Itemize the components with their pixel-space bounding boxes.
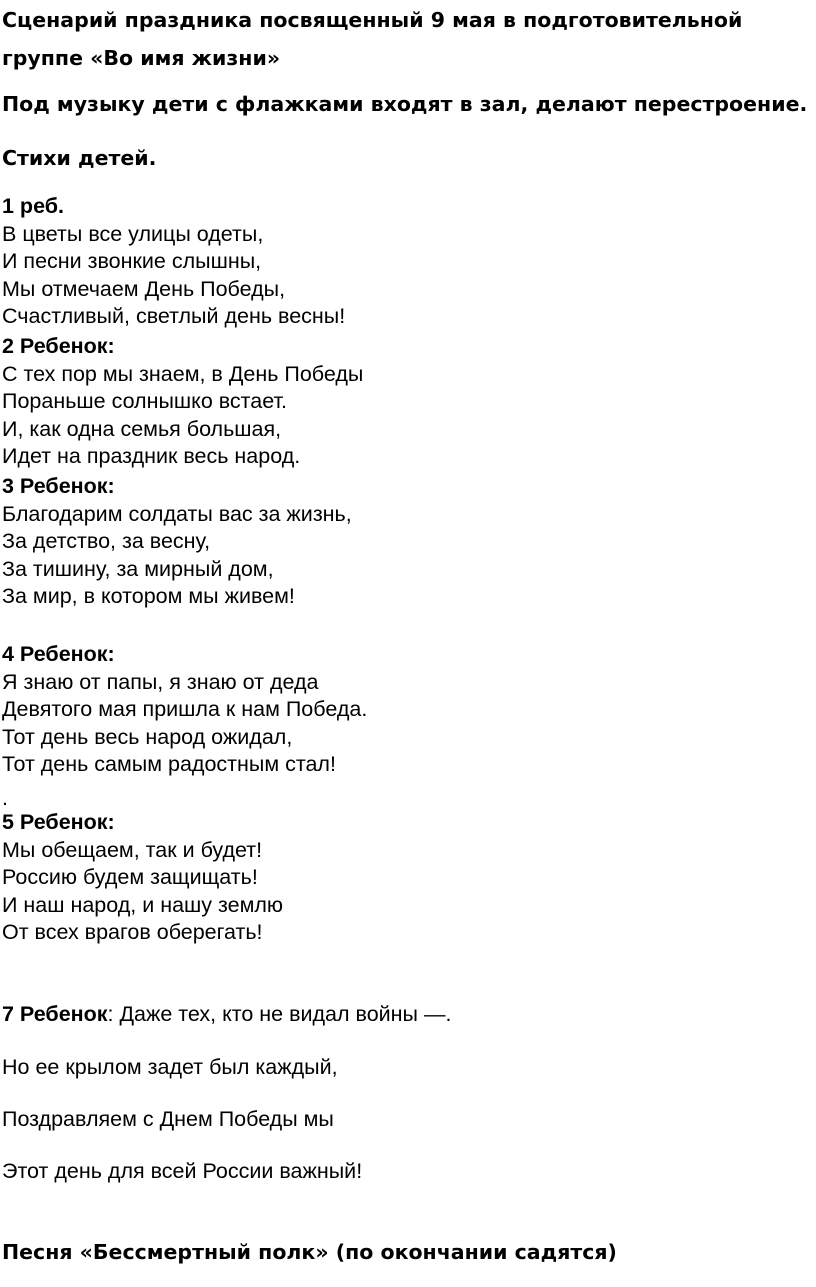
poem-line: За мир, в котором мы живем! <box>2 584 295 608</box>
poem-line: : Даже тех, кто не видал войны —. <box>107 1002 452 1026</box>
document-title-line-2: группе «Во имя жизни» <box>2 46 281 70</box>
poem-line: Девятого мая пришла к нам Победа. <box>2 697 368 721</box>
poem-line: За детство, за весну, <box>2 529 211 553</box>
poem-line: И, как одна семья большая, <box>2 416 282 441</box>
speaker-label: 5 Ребенок: <box>2 810 115 834</box>
poem-line: Россию будем защищать! <box>2 865 258 889</box>
poem-line: С тех пор мы знаем, в День Победы <box>2 361 364 386</box>
poem-block-5 <box>2 809 283 947</box>
poem-block-1 <box>2 193 345 331</box>
speaker-label: 3 Ребенок: <box>2 474 115 498</box>
poem-line: Тот день самым радостным стал! <box>2 752 336 776</box>
child-7-first-line <box>2 1001 451 1029</box>
poem-line: Поздравляем с Днем Победы мы <box>2 1107 334 1131</box>
speaker-label: 2 Ребенок: <box>2 334 115 358</box>
poems-heading: Стихи детей. <box>2 146 157 170</box>
speaker-label: 1 реб. <box>2 194 64 218</box>
poem-line: Идет на праздник весь народ. <box>2 444 301 468</box>
poem-line: Этот день для всей России важный! <box>2 1159 363 1183</box>
poem-block-2 <box>2 333 363 471</box>
poem-line: В цветы все улицы одеты, <box>2 221 264 246</box>
poem-line: Тот день весь народ ожидал, <box>2 724 293 749</box>
speaker-label: 4 Ребенок: <box>2 642 115 666</box>
song-instruction: Песня «Бессмертный полк» (по окончании садятся) <box>2 1240 617 1264</box>
intro-instruction: Под музыку дети с флажками входят в зал, делают перестроение. <box>2 92 808 116</box>
poem-line: И наш народ, и нашу землю <box>2 892 284 917</box>
poem-line: Благодарим солдаты вас за жизнь, <box>2 501 352 526</box>
poem-line: Пораньше солнышко встает. <box>2 389 287 413</box>
document-title-line-1: Сценарий праздника посвященный 9 мая в подготовительной <box>2 8 743 32</box>
poem-line: Мы отмечаем День Победы, <box>2 276 286 301</box>
stray-dot: . <box>2 786 8 810</box>
poem-line: За тишину, за мирный дом, <box>2 556 274 581</box>
poem-line: Но ее крылом задет был каждый, <box>2 1055 338 1079</box>
poem-line: Счастливый, светлый день весны! <box>2 304 346 328</box>
poem-line: Я знаю от папы, я знаю от деда <box>2 669 319 694</box>
poem-line: И песни звонкие слышны, <box>2 249 262 273</box>
poem-block-3 <box>2 473 352 611</box>
poem-line: Мы обещаем, так и будет! <box>2 837 263 862</box>
poem-block-4 <box>2 641 367 779</box>
poem-line: От всех врагов оберегать! <box>2 920 263 944</box>
speaker-label: 7 Ребенок <box>2 1002 108 1026</box>
